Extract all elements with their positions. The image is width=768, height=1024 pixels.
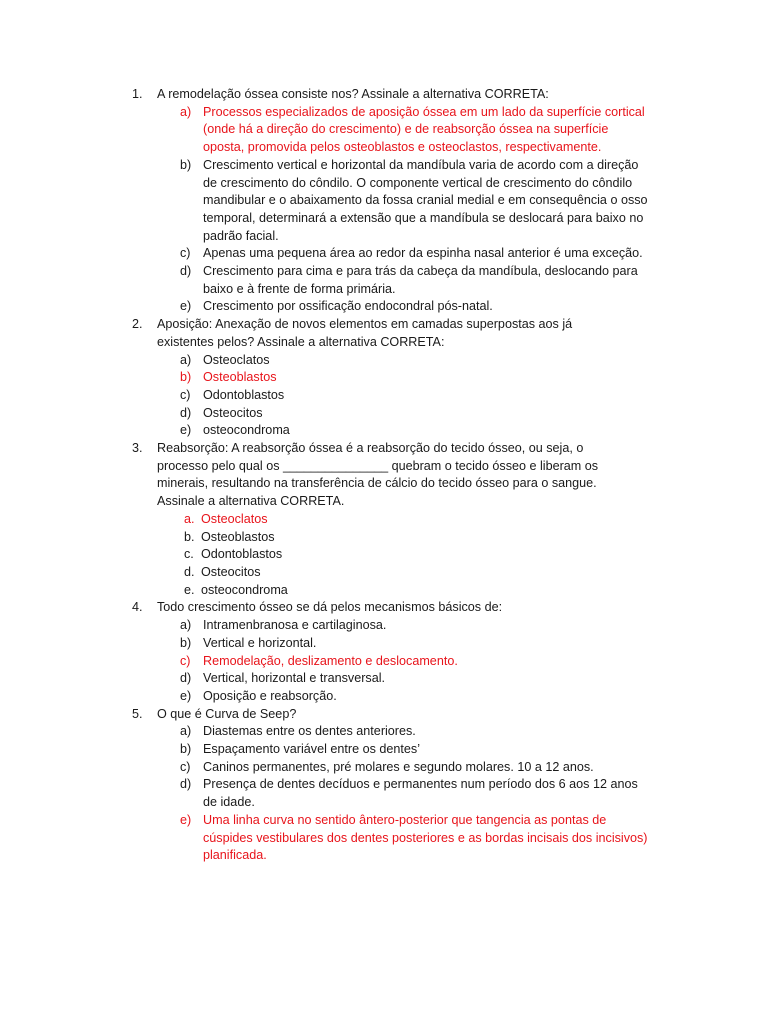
option-b	[0, 741, 768, 759]
option-list	[0, 723, 768, 865]
option-label: b)	[180, 635, 192, 650]
option-b	[0, 635, 768, 653]
option-list	[0, 511, 768, 600]
option-b-correct	[0, 369, 768, 387]
option-text: Crescimento por ossificação endocondral pós-natal.	[203, 299, 493, 314]
option-a-correct	[0, 104, 768, 157]
option-d	[0, 263, 768, 298]
option-text: Osteoblastos	[201, 529, 275, 544]
question-text: O que é Curva de Seep?	[157, 706, 297, 721]
option-label: a)	[180, 618, 192, 633]
option-label: a)	[180, 724, 192, 739]
option-label: a)	[180, 352, 192, 367]
option-label: c)	[180, 759, 191, 774]
option-text: Vertical, horizontal e transversal.	[203, 671, 385, 686]
option-label: c)	[180, 246, 191, 261]
option-text: Odontoblastos	[203, 387, 285, 402]
option-e-correct	[0, 812, 768, 865]
question-text: Aposição: Anexação de novos elementos em camadas superpostas aos já existentes pelos? Assinale a alternativa CORRETA:	[157, 317, 573, 349]
question-number: 1.	[132, 87, 143, 101]
option-e	[0, 582, 768, 600]
option-a	[0, 617, 768, 635]
option-b	[0, 157, 768, 246]
option-label: a)	[180, 104, 192, 119]
option-label: c.	[184, 547, 194, 562]
option-text: Osteoclatos	[201, 511, 268, 526]
option-text: Remodelação, deslizamento e deslocamento.	[203, 653, 458, 668]
question-text: A remodelação óssea consiste nos? Assinale a alternativa CORRETA:	[157, 87, 549, 101]
option-text: Presença de dentes decíduos e permanentes num período dos 6 aos 12 anos de idade.	[203, 777, 638, 810]
question-list	[0, 86, 768, 865]
option-d	[0, 670, 768, 688]
option-d	[0, 405, 768, 423]
option-c	[0, 387, 768, 405]
option-label: e)	[180, 423, 192, 438]
question-2	[0, 316, 768, 440]
option-label: e.	[184, 582, 195, 597]
question-3	[0, 440, 768, 599]
option-list	[0, 352, 768, 441]
option-text: Diastemas entre os dentes anteriores.	[203, 724, 416, 739]
option-label: d)	[180, 777, 192, 792]
option-text: osteocondroma	[201, 582, 288, 597]
question-1	[0, 86, 768, 316]
question-number: 2.	[132, 317, 143, 332]
question-number: 5.	[132, 706, 143, 721]
option-text: Espaçamento variável entre os dentes’	[203, 742, 421, 757]
option-label: c)	[180, 653, 191, 668]
option-label: b)	[180, 370, 192, 385]
option-list	[0, 617, 768, 706]
question-text: Todo crescimento ósseo se dá pelos mecanismos básicos de:	[157, 600, 503, 615]
option-a	[0, 723, 768, 741]
question-number: 3.	[132, 441, 143, 456]
option-c	[0, 245, 768, 263]
option-text: osteocondroma	[203, 423, 290, 438]
option-text: Oposição e reabsorção.	[203, 688, 337, 703]
option-e	[0, 422, 768, 440]
option-b	[0, 529, 768, 547]
option-label: d)	[180, 671, 192, 686]
option-text: Processos especializados de aposição óssea em um lado da superfície cortical (onde há a direção do crescimento) e de reabsorção óssea na superfície oposta, promovida pelos osteoblastos e osteoclastos, respectivamente.	[203, 104, 645, 155]
option-label: a.	[184, 511, 195, 526]
question-4	[0, 599, 768, 705]
option-label: d)	[180, 405, 192, 420]
option-text: Osteoclatos	[203, 352, 270, 367]
option-label: d.	[184, 564, 195, 579]
option-c-correct	[0, 653, 768, 671]
question-text: Reabsorção: A reabsorção óssea é a reabsorção do tecido ósseo, ou seja, o processo pelo qual os _______________ quebram o tecido ósseo e liberam os minerais, resultando na transferência de cálcio do tecido ósseo para o sangue. Assinale a alternativa CORRETA.	[157, 441, 599, 509]
option-text: Caninos permanentes, pré molares e segundo molares. 10 a 12 anos.	[203, 759, 594, 774]
question-5	[0, 706, 768, 865]
option-label: d)	[180, 264, 192, 279]
option-text: Intramenbranosa e cartilaginosa.	[203, 618, 387, 633]
option-label: e)	[180, 688, 192, 703]
option-label: b)	[180, 157, 192, 172]
option-text: Crescimento para cima e para trás da cabeça da mandíbula, deslocando para baixo e à frente de forma primária.	[203, 264, 638, 296]
option-d	[0, 776, 768, 811]
option-c	[0, 546, 768, 564]
option-text: Odontoblastos	[201, 547, 283, 562]
option-label: c)	[180, 387, 191, 402]
option-text: Crescimento vertical e horizontal da mandíbula varia de acordo com a direção de crescimento do côndilo. O componente vertical de crescimento do côndilo mandibular e o abaixamento da fossa cranial medial e em consequência o osso temporal, determinará a extensão que a mandíbula se deslocará para baixo no padrão facial.	[203, 157, 648, 243]
option-text: Vertical e horizontal.	[203, 635, 317, 650]
question-number: 4.	[132, 600, 143, 615]
option-text: Uma linha curva no sentido ântero-posterior que tangencia as pontas de cúspides vestibulares dos dentes posteriores e as bordas incisais dos incisivos) planificada.	[203, 812, 648, 863]
option-a	[0, 352, 768, 370]
option-label: e)	[180, 812, 192, 827]
option-text: Apenas uma pequena área ao redor da espinha nasal anterior é uma exceção.	[203, 246, 643, 261]
option-text: Osteocitos	[203, 405, 263, 420]
option-c	[0, 759, 768, 777]
option-text: Osteoblastos	[203, 370, 277, 385]
option-label: b.	[184, 529, 195, 544]
option-label: b)	[180, 742, 192, 757]
option-text: Osteocitos	[201, 564, 261, 579]
option-d	[0, 564, 768, 582]
option-label: e)	[180, 299, 192, 314]
option-e	[0, 298, 768, 316]
option-a-correct	[0, 511, 768, 529]
option-e	[0, 688, 768, 706]
option-list	[0, 104, 768, 316]
